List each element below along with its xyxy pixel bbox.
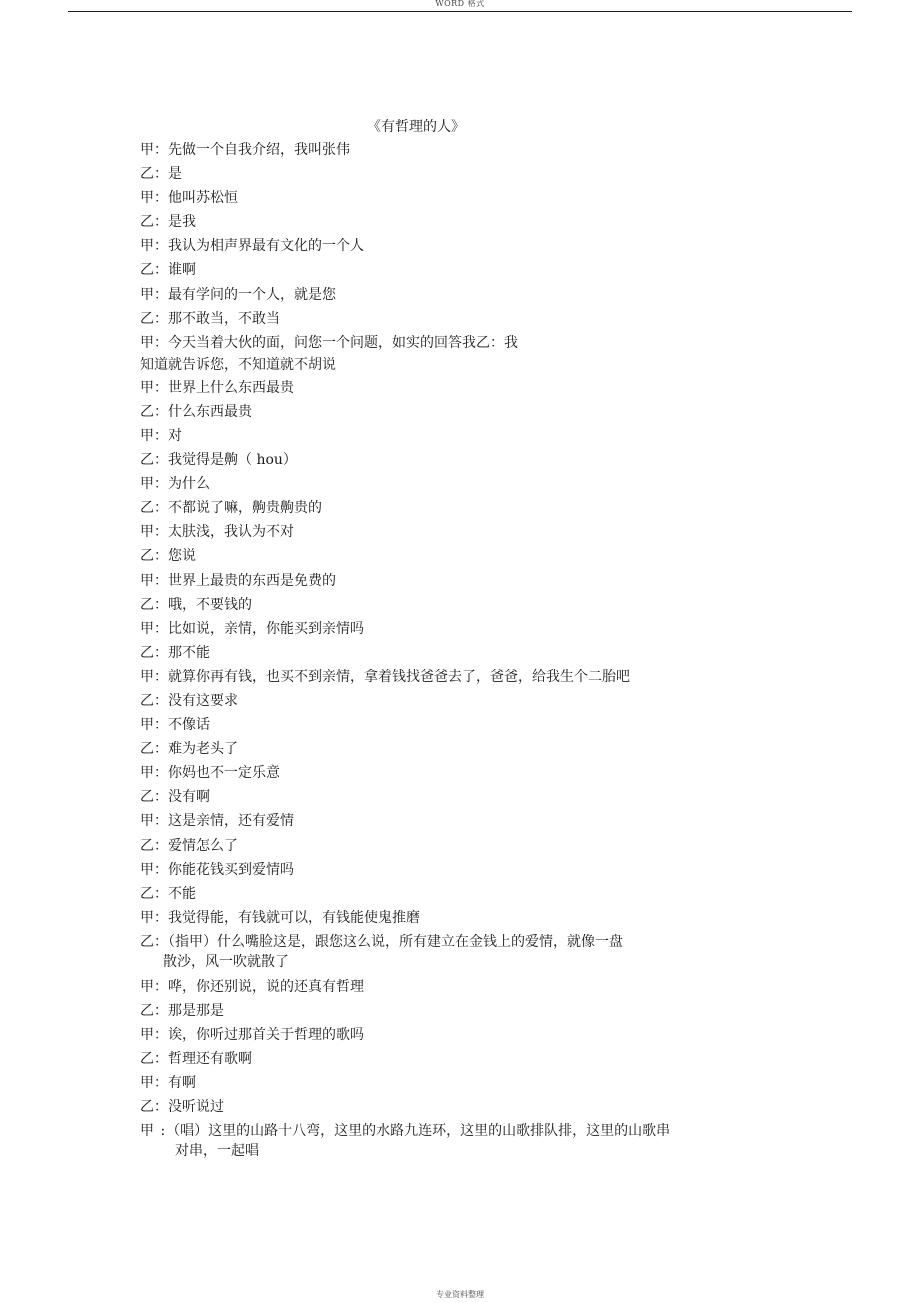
line-text: 为什么 [168,476,210,493]
speaker-label: 甲： [140,668,168,685]
line-continuation: 知道就告诉您，不知道就不胡说 [140,356,336,373]
speaker-label: 甲： [140,620,168,637]
line-text: 你妈也不一定乐意 [168,765,280,782]
speaker-label: 甲： [140,861,168,878]
dialogue-line [140,188,740,212]
dialogue-line [140,285,740,309]
line-text: 我认为相声界最有文化的一个人 [168,238,364,255]
line-text: 不能 [168,885,196,902]
line-text: 那不能 [168,644,210,661]
page-header [0,0,920,12]
speaker-label: 乙： [140,548,168,565]
dialogue-line [140,667,740,691]
line-text: 你能花钱买到爱情吗 [168,861,294,878]
line-text: 最有学问的一个人，就是您 [168,286,336,303]
speaker-label: 乙： [140,933,168,950]
header-text: WORD 格式 [435,0,485,8]
line-text: 太肤浅，我认为不对 [168,524,294,541]
speaker-label: 甲： [140,717,168,734]
line-continuation: 散沙，风一吹就散了 [163,953,289,970]
line-text: 诶，你听过那首关于哲理的歌吗 [168,1027,364,1044]
line-text: 谁啊 [168,262,196,279]
dialogue-line [140,378,740,402]
dialogue-line [140,474,740,498]
speaker-label: 甲： [140,1027,168,1044]
speaker-label: 甲： [140,286,168,303]
dialogue-line [140,260,740,284]
line-text: 他叫苏松恒 [168,190,238,207]
dialogue-line [140,595,740,619]
line-text: 不像话 [168,717,210,734]
line-continuation: 对串，一起唱 [175,1143,259,1160]
line-text: 是我 [168,214,196,231]
dialogue-line [140,860,740,884]
line-text: 就算你再有钱，也买不到亲情，拿着钱找爸爸去了，爸爸，给我生个二胎吧 [168,668,630,685]
speaker-label: 乙： [140,310,168,327]
dialogue-line [140,908,740,932]
line-text: 难为老头了 [168,741,238,758]
dialogue-line [140,546,740,570]
speaker-label: 乙： [140,1099,168,1116]
dialogue-line [140,333,740,378]
line-text: 您说 [168,548,196,565]
speaker-label: 甲： [140,909,168,926]
speaker-label: 甲： [140,476,168,493]
document-title: 《有哲理的人》 [367,119,465,135]
line-text: 我觉得是齁（ hou） [168,452,297,469]
line-text: （指甲）什么嘴脸这是，跟您这么说，所有建立在金钱上的爱情，就像一盘 [168,933,623,950]
speaker-label: 乙： [140,837,168,854]
speaker-label: 甲： [140,978,168,995]
speaker-label: 甲： [140,379,168,396]
dialogue-line [140,836,740,860]
dialogue-line [140,1121,740,1166]
dialogue-line [140,643,740,667]
speaker-label: 甲： [140,142,168,158]
dialogue-line [140,164,740,188]
line-text: 我觉得能，有钱就可以，有钱能使鬼推磨 [168,909,420,926]
dialogue-line [140,691,740,715]
speaker-label: 乙： [140,500,168,517]
line-text: 世界上最贵的东西是免费的 [168,572,336,589]
speaker-label: 甲： [140,572,168,589]
speaker-label: 甲： [140,813,168,830]
dialogue-line [140,140,740,164]
dialogue-line [140,763,740,787]
line-text: 有啊 [168,1075,196,1092]
dialogue-line [140,1097,740,1121]
line-text: 对 [168,427,182,444]
footer-text: 专业资料整理 [436,1290,484,1299]
line-text: 比如说，亲情，你能买到亲情吗 [168,620,364,637]
dialogue-line [140,1049,740,1073]
line-text: 哦，不要钱的 [168,596,252,613]
speaker-label: 乙： [140,1051,168,1068]
line-text: 先做一个自我介绍，我叫张伟 [168,142,350,158]
speaker-label: 甲： [140,190,168,207]
dialogue-line [140,787,740,811]
speaker-label: 乙： [140,692,168,709]
speaker-label: 乙： [140,1003,168,1019]
line-text: 今天当着大伙的面，问您一个问题，如实的回答我乙：我 [168,334,518,351]
dialogue-line [140,236,740,260]
dialogue-line [140,522,740,546]
dialogue-line [140,977,740,1001]
line-text: 没有啊 [168,789,210,806]
dialogue-line [140,498,740,522]
line-text: 哲理还有歌啊 [168,1051,252,1068]
speaker-label: 乙： [140,741,168,758]
line-text: 哗，你还别说，说的还真有哲理 [168,978,364,995]
speaker-label: 乙： [140,789,168,806]
dialogue-line [140,571,740,595]
dialogue-line [140,715,740,739]
speaker-label: 乙： [140,214,168,231]
dialogue-line [140,1001,740,1025]
dialogue-line [140,739,740,763]
speaker-label: 乙： [140,644,168,661]
line-text: 没听说过 [168,1099,224,1116]
line-text: 那是那是 [168,1003,224,1019]
dialogue-line [140,811,740,835]
dialogue-line [140,402,740,426]
line-text: 世界上什么东西最贵 [168,379,294,396]
dialogue-line [140,450,740,474]
speaker-label: 乙： [140,403,168,420]
line-text: 爱情怎么了 [168,837,238,854]
speaker-label: 甲： [140,427,168,444]
speaker-label: 甲： [140,238,168,255]
dialogue-line [140,309,740,333]
dialogue-line [140,1073,740,1097]
speaker-label: 甲： [140,334,168,351]
speaker-label: 乙： [140,596,168,613]
line-text: 这是亲情，还有爱情 [168,813,294,830]
dialogue-line [140,1025,740,1049]
speaker-label: 乙： [140,262,168,279]
dialogue-body [140,140,740,1166]
line-text: 没有这要求 [168,692,238,709]
line-text: 不都说了嘛，齁贵齁贵的 [168,500,322,517]
speaker-label: 乙： [140,166,168,183]
speaker-label: 甲： [140,765,168,782]
dialogue-line [140,884,740,908]
dialogue-line [140,426,740,450]
line-text: 那不敢当，不敢当 [168,310,280,327]
line-text: 是 [168,166,182,183]
speaker-label: 甲 : [140,1123,167,1140]
line-text: （唱）这里的山路十八弯，这里的水路九连环，这里的山歌排队排，这里的山歌串 [166,1123,671,1140]
speaker-label: 甲： [140,524,168,541]
dialogue-line [140,932,740,977]
dialogue-line [140,212,740,236]
line-text: 什么东西最贵 [168,403,252,420]
dialogue-line [140,619,740,643]
speaker-label: 甲： [140,1075,168,1092]
speaker-label: 乙： [140,885,168,902]
header-divider [68,11,852,12]
speaker-label: 乙： [140,452,168,469]
